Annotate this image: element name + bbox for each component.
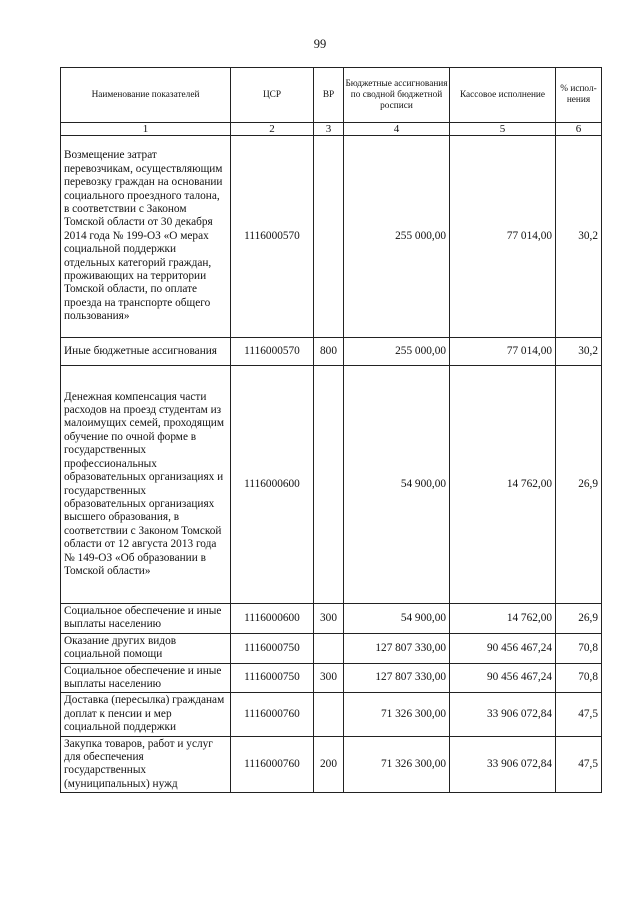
csr-code: 1116000600 (231, 366, 314, 604)
indicator-name: Доставка (пересылка) гражданам доплат к пенсии и мер социальной поддержки (61, 693, 231, 736)
column-number-row (61, 123, 602, 136)
header-cash-execution: Кассовое исполнение (450, 68, 556, 123)
column-number: 5 (450, 123, 556, 136)
csr-code: 1116000600 (231, 604, 314, 634)
indicator-name: Оказание других видов социальной помощи (61, 633, 231, 663)
table-row (61, 663, 602, 693)
indicator-name: Социальное обеспечение и иные выплаты населению (61, 604, 231, 634)
csr-code: 1116000760 (231, 736, 314, 793)
budget-amount: 71 326 300,00 (344, 693, 450, 736)
column-number: 2 (231, 123, 314, 136)
execution-percent: 30,2 (556, 136, 602, 338)
column-number: 4 (344, 123, 450, 136)
budget-amount: 255 000,00 (344, 338, 450, 366)
budget-execution-table (60, 67, 602, 793)
budget-amount: 54 900,00 (344, 604, 450, 634)
indicator-name: Денежная компенсация части расходов на проезд студентам из малоимущих семей, проходящим обучение по очной форме в государственных профессиональных образовательных организациях и государственных образовательных организациях высшего образования, в соответствии с Законом Томской области от 12 августа 2013 года № 149-ОЗ «Об образовании в Томской области» (61, 366, 231, 604)
indicator-name: Иные бюджетные ассигнования (61, 338, 231, 366)
page-number: 99 (313, 37, 327, 51)
table-row (61, 136, 602, 338)
header-vr: ВР (314, 68, 344, 123)
csr-code: 1116000760 (231, 693, 314, 736)
indicator-name: Социальное обеспечение и иные выплаты населению (61, 663, 231, 693)
header-csr: ЦСР (231, 68, 314, 123)
vr-code (314, 693, 344, 736)
executed-amount: 77 014,00 (450, 136, 556, 338)
executed-amount: 14 762,00 (450, 366, 556, 604)
vr-code: 300 (314, 663, 344, 693)
vr-code (314, 633, 344, 663)
budget-amount: 71 326 300,00 (344, 736, 450, 793)
csr-code: 1116000570 (231, 136, 314, 338)
execution-percent: 26,9 (556, 604, 602, 634)
executed-amount: 77 014,00 (450, 338, 556, 366)
vr-code: 300 (314, 604, 344, 634)
csr-code: 1116000570 (231, 338, 314, 366)
table-row (61, 604, 602, 634)
header-indicator-name: Наименование показателей (61, 68, 231, 123)
table-row (61, 693, 602, 736)
execution-percent: 70,8 (556, 633, 602, 663)
indicator-name: Возмещение затрат перевозчикам, осуществляющим перевозку граждан на основании социального проездного талона, в соответствии с Законом Томской области от 30 декабря 2014 года № 199-ОЗ «О мерах социальной поддержки отдельных категорий граждан, проживающих на территории Томской области, по оплате проезда на транспорте общего пользования» (61, 136, 231, 338)
budget-amount: 127 807 330,00 (344, 633, 450, 663)
execution-percent: 70,8 (556, 663, 602, 693)
execution-percent: 30,2 (556, 338, 602, 366)
executed-amount: 14 762,00 (450, 604, 556, 634)
column-number: 1 (61, 123, 231, 136)
execution-percent: 26,9 (556, 366, 602, 604)
column-number: 3 (314, 123, 344, 136)
csr-code: 1116000750 (231, 633, 314, 663)
csr-code: 1116000750 (231, 663, 314, 693)
executed-amount: 90 456 467,24 (450, 663, 556, 693)
executed-amount: 90 456 467,24 (450, 633, 556, 663)
table-row (61, 338, 602, 366)
column-number: 6 (556, 123, 602, 136)
vr-code: 800 (314, 338, 344, 366)
table-header-row (61, 68, 602, 123)
table-row (61, 366, 602, 604)
budget-amount: 54 900,00 (344, 366, 450, 604)
indicator-name: Закупка товаров, работ и услуг для обеспечения государственных (муниципальных) нужд (61, 736, 231, 793)
executed-amount: 33 906 072,84 (450, 736, 556, 793)
budget-amount: 127 807 330,00 (344, 663, 450, 693)
vr-code (314, 366, 344, 604)
vr-code (314, 136, 344, 338)
table-row (61, 633, 602, 663)
execution-percent: 47,5 (556, 736, 602, 793)
table-row (61, 736, 602, 793)
header-budget-allocations: Бюджетные ассигнования по сводной бюджетной росписи (344, 68, 450, 123)
vr-code: 200 (314, 736, 344, 793)
header-percent-execution: % испол-нения (556, 68, 602, 123)
execution-percent: 47,5 (556, 693, 602, 736)
executed-amount: 33 906 072,84 (450, 693, 556, 736)
budget-amount: 255 000,00 (344, 136, 450, 338)
